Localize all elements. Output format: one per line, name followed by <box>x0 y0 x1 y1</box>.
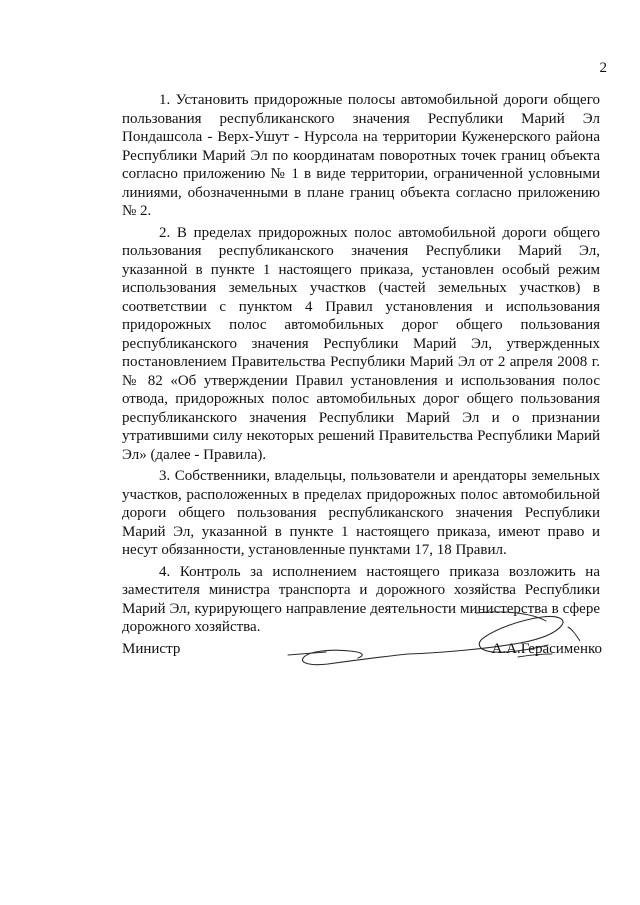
paragraph-1: 1. Установить придорожные полосы автомобильной дороги общего пользования республиканского значения Республики Марий Эл Пондашсола - Верх-Ушут - Нурсола на территории Куженерского района Республики Марий Эл по координатам поворотных точек границ объекта согласно приложению № 1 в виде территории, ограниченной условными линиями, обозначенными в плане границ объекта согласно приложению № 2. <box>122 92 600 219</box>
paragraph-3: 3. Собственники, владельцы, пользователи и арендаторы земельных участков, расположенных в пределах придорожных полос автомобильной дороги общего пользования республиканского значения Республики Марий Эл, указанной в пункте 1 настоящего приказа, имеют право и несут обязанности, установленные пунктами 17, 18 Правил. <box>122 468 600 558</box>
signature-block <box>122 615 602 675</box>
signer-name: А.А.Герасименко <box>491 641 602 657</box>
paragraph-4: 4. Контроль за исполнением настоящего приказа возложить на заместителя министра транспорта и дорожного хозяйства Республики Марий Эл, курирующего направление деятельности министерства в сфере дорожного хозяйства. <box>122 563 600 635</box>
document-body <box>122 91 600 637</box>
page-number: 2 <box>599 60 607 76</box>
signer-position: Министр <box>122 641 181 657</box>
paragraph-2: 2. В пределах придорожных полос автомобильной дороги общего пользования республиканского значения Республики Марий Эл, указанной в пункте 1 настоящего приказа, установлен особый режим использования земельных участков (частей земельных участков) в соответствии с пунктом 4 Правил установления и использования придорожных полос автомобильных дорог общего пользования республиканского значения Республики Марий Эл, утвержденных постановлением Правительства Республики Марий Эл от 2 апреля 2008 г. № 82 «Об утверждении Правил установления и использования полос отвода, придорожных полос автомобильных дорог общего пользования республиканского значения Республики Марий Эл и о признании утратившими силу некоторых решений Правительства Республики Марий Эл» (далее - Правила). <box>122 224 600 463</box>
